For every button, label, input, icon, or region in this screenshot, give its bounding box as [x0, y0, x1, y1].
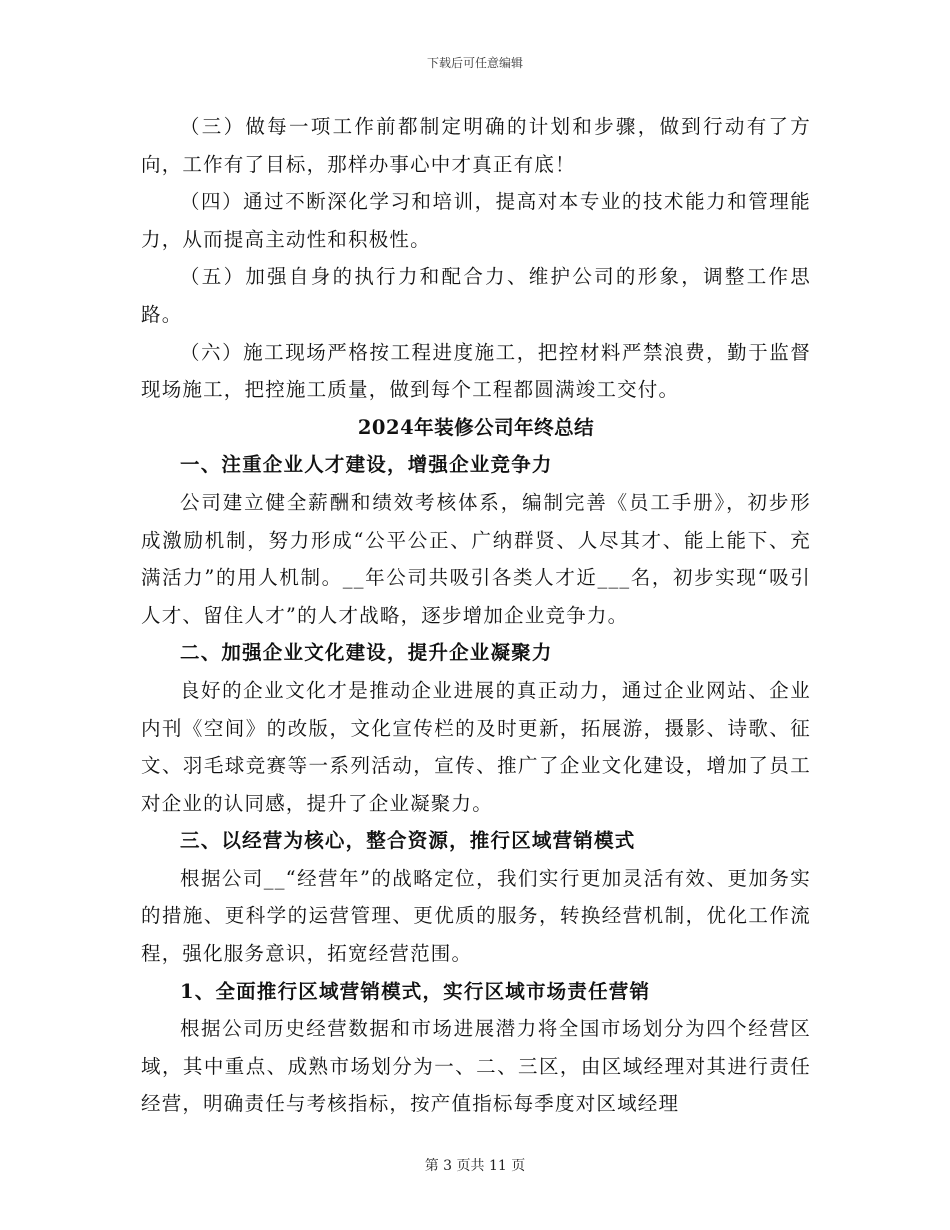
section-heading-2: 二、加强企业文化建设，提升企业凝聚力	[180, 641, 553, 665]
section-heading-1: 一、注重企业人才建设，增强企业竞争力	[180, 453, 553, 477]
paragraph-item-4: （四）通过不断深化学习和培训，提高对本专业的技术能力和管理能力，从而提高主动性和积极性。	[141, 190, 811, 251]
paragraph-culture: 良好的企业文化才是推动企业进展的真正动力，通过企业网站、企业内刊《空间》的改版，文化宣传栏的及时更新，拓展游，摄影、诗歌、征文、羽毛球竞赛等一系列活动，宣传、推广了企业文化建设，增加了员工对企业的认同感，提升了企业凝聚力。	[141, 678, 811, 815]
paragraph-item-3: （三）做每一项工作前都制定明确的计划和步骤，做到行动有了方向，工作有了目标，那样办事心中才真正有底！	[141, 115, 811, 176]
header-note: 下载后可任意编辑	[426, 56, 523, 70]
paragraph-operations: 根据公司__“经营年”的战略定位，我们实行更加灵活有效、更加务实的措施、更科学的运营管理、更优质的服务，转换经营机制，优化工作流程，强化服务意识，拓宽经营范围。	[141, 866, 811, 966]
page-number: 第 3 页共 11 页	[424, 1158, 526, 1174]
paragraph-regional-marketing: 根据公司历史经营数据和市场进展潜力将全国市场划分为四个经营区域，其中重点、成熟市场划分为一、二、三区，由区域经理对其进行责任经营，明确责任与考核指标，按产值指标每季度对区域经理	[141, 1017, 811, 1116]
paragraph-item-5: （五）加强自身的执行力和配合力、维护公司的形象，调整工作思路。	[141, 265, 811, 326]
paragraph-item-6: （六）施工现场严格按工程进度施工，把控材料严禁浪费，勤于监督现场施工，把控施工质量，做到每个工程都圆满竣工交付。	[141, 340, 811, 402]
subsection-heading-1: 1、全面推行区域营销模式，实行区域市场责任营销	[180, 979, 651, 1003]
document-title: 2024年装修公司年终总结	[357, 415, 595, 439]
document-body	[141, 108, 811, 1123]
section-heading-3: 三、以经营为核心，整合资源，推行区域营销模式	[180, 829, 636, 853]
paragraph-talent: 公司建立健全薪酬和绩效考核体系，编制完善《员工手册》，初步形成激励机制，努力形成“公平公正、广纳群贤、人尽其才、能上能下、充满活力”的用人机制。__年公司共吸引各类人才近___名，初步实现“吸引人才、留住人才”的人才战略，逐步增加企业竞争力。	[141, 490, 811, 627]
